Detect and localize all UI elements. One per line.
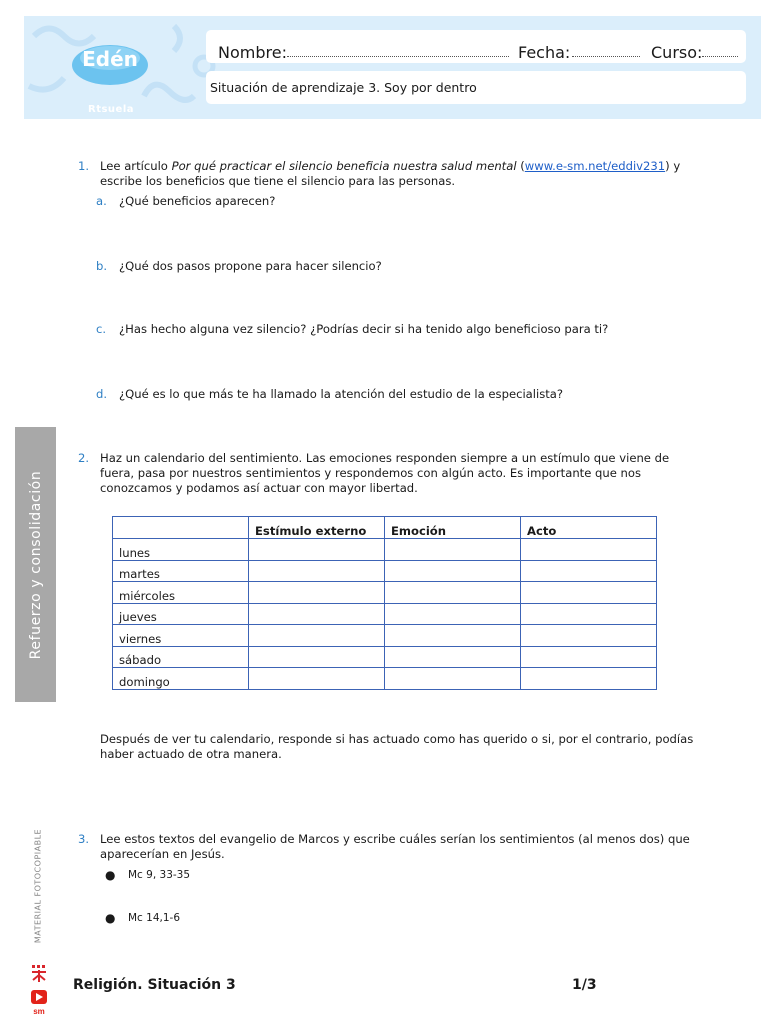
answer-cell[interactable]	[385, 625, 521, 647]
question-1d-text: ¿Qué es lo que más te ha llamado la atención del estudio de la especialista?	[119, 387, 564, 401]
day-cell: miércoles	[113, 582, 249, 604]
answer-cell[interactable]	[249, 668, 385, 690]
question-1a-letter: a.	[96, 194, 107, 208]
fecha-field[interactable]	[572, 56, 640, 57]
table-header	[113, 517, 249, 539]
section-sidebar	[15, 427, 56, 702]
answer-cell[interactable]	[385, 603, 521, 625]
curso-label: Curso:	[651, 43, 703, 62]
day-cell: viernes	[113, 625, 249, 647]
answer-cell[interactable]	[521, 603, 657, 625]
question-1b-text: ¿Qué dos pasos propone para hacer silencio?	[119, 259, 382, 273]
ppc-logo-icon	[30, 965, 48, 983]
question-1c-text: ¿Has hecho alguna vez silencio? ¿Podrías decir si ha tenido algo beneficioso para ti?	[119, 322, 609, 336]
name-date-course-box	[206, 30, 746, 63]
reference-item: Mc 14,1-6	[128, 912, 181, 924]
table-header: Estímulo externo	[249, 517, 385, 539]
footer-title: Religión. Situación 3	[73, 977, 236, 993]
question-1d-letter: d.	[96, 387, 108, 401]
bullet-icon: ●	[105, 868, 116, 882]
table-row	[113, 539, 657, 561]
table-row	[113, 646, 657, 668]
answer-cell[interactable]	[249, 625, 385, 647]
article-link[interactable]: www.e-sm.net/eddiv231	[524, 159, 666, 173]
logo-subtitle: Rtsuela	[88, 104, 135, 115]
question-1c-letter: c.	[96, 322, 107, 336]
answer-cell[interactable]	[385, 668, 521, 690]
day-cell: domingo	[113, 668, 249, 690]
table-row	[113, 560, 657, 582]
question-1-number: 1.	[78, 159, 90, 173]
title-box	[206, 71, 746, 104]
day-cell: lunes	[113, 539, 249, 561]
page-number: 1/3	[572, 977, 597, 993]
answer-cell[interactable]	[521, 560, 657, 582]
nombre-label: Nombre:	[218, 43, 287, 62]
reference-item: Mc 9, 33-35	[128, 869, 191, 881]
page-title: Situación de aprendizaje 3. Soy por dentro	[210, 80, 477, 95]
day-cell: jueves	[113, 603, 249, 625]
answer-cell[interactable]	[521, 539, 657, 561]
question-2-followup: Después de ver tu calendario, responde si has actuado como has querido o si, por el contrario, podías haber actuado de otra manera.	[100, 732, 694, 761]
question-3-text: Lee estos textos del evangelio de Marcos y escribe cuáles serían los sentimientos (al menos dos) que aparecerían en Jesús.	[100, 832, 690, 861]
question-1a-text: ¿Qué beneficios aparecen?	[119, 194, 276, 208]
table-header-row	[113, 517, 657, 539]
answer-cell[interactable]	[249, 539, 385, 561]
fecha-label: Fecha:	[518, 43, 571, 62]
answer-cell[interactable]	[249, 603, 385, 625]
answer-cell[interactable]	[385, 582, 521, 604]
table-header: Acto	[521, 517, 657, 539]
day-cell: sábado	[113, 646, 249, 668]
question-2-text: Haz un calendario del sentimiento. Las emociones responden siempre a un estímulo que viene de fuera, pasa por nuestros sentimientos y respondemos con algún acto. Es importante que nos conozcamos y podamos así actuar con mayor libertad.	[100, 451, 670, 495]
nombre-field[interactable]	[287, 56, 509, 57]
answer-cell[interactable]	[385, 539, 521, 561]
question-2-number: 2.	[78, 451, 90, 465]
svg-text:sm: sm	[33, 1007, 45, 1016]
photocopy-note: MATERIAL FOTOCOPIABLE	[33, 828, 43, 944]
answer-cell[interactable]	[385, 646, 521, 668]
answer-cell[interactable]	[521, 582, 657, 604]
table-row	[113, 582, 657, 604]
sm-logo-icon	[29, 990, 49, 1016]
answer-cell[interactable]	[249, 582, 385, 604]
day-cell: martes	[113, 560, 249, 582]
answer-cell[interactable]	[521, 646, 657, 668]
table-row	[113, 668, 657, 690]
table-header: Emoción	[385, 517, 521, 539]
eden-logo: Edén	[70, 40, 150, 90]
sidebar-label: Refuerzo y consolidación	[27, 470, 44, 659]
table-row	[113, 625, 657, 647]
curso-field[interactable]	[702, 56, 738, 57]
bullet-icon: ●	[105, 911, 116, 925]
question-3-number: 3.	[78, 832, 90, 846]
question-1b-letter: b.	[96, 259, 108, 273]
feelings-calendar-table	[112, 516, 657, 690]
answer-cell[interactable]	[521, 625, 657, 647]
answer-cell[interactable]	[249, 560, 385, 582]
answer-cell[interactable]	[385, 560, 521, 582]
answer-cell[interactable]	[521, 668, 657, 690]
question-1-text: Lee artículo Por qué practicar el silencio beneficia nuestra salud mental (www.e-sm.net/eddiv231) y escribe los beneficios que tiene el silencio para las personas.	[100, 159, 681, 188]
table-row	[113, 603, 657, 625]
answer-cell[interactable]	[249, 646, 385, 668]
